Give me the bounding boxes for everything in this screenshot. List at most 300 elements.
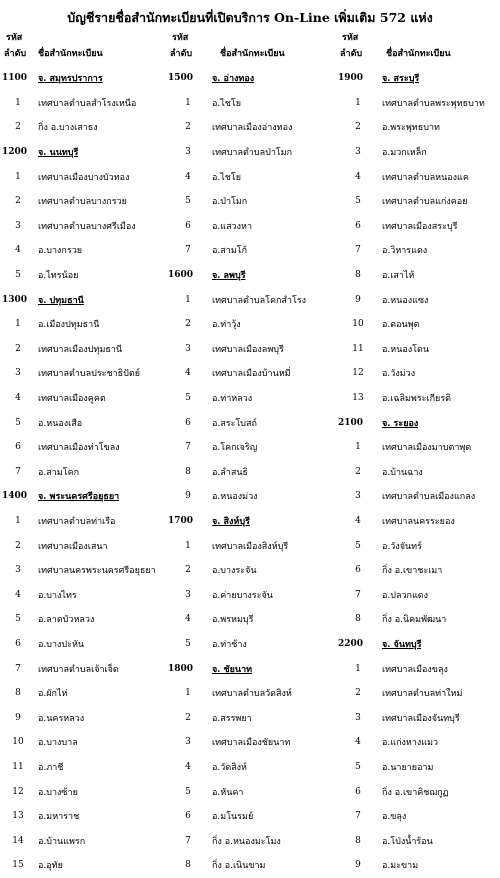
registry-row	[338, 582, 498, 607]
order-number: 2	[355, 122, 361, 133]
registry-row	[338, 164, 498, 189]
registry-name: อ.หนองโดน	[382, 344, 429, 355]
registry-name: อ.บางบาล	[38, 738, 78, 749]
registry-row	[338, 91, 498, 116]
province-name: จ. จันทบุรี	[382, 639, 422, 650]
province-code: 1700	[168, 515, 194, 526]
registry-name: อ.โป่งน้ำร้อน	[382, 836, 433, 847]
order-number: 12	[12, 786, 24, 797]
registry-name: อ.วัดสิงห์	[212, 762, 247, 773]
registry-row	[338, 779, 498, 804]
order-number: 1	[15, 319, 21, 330]
registry-name: เทศบาลตำบลสำโรงเหนือ	[38, 98, 137, 109]
order-number: 4	[185, 171, 191, 182]
registry-name: อ.ไทรน้อย	[38, 271, 79, 282]
province-name: จ. สระบุรี	[382, 74, 420, 85]
order-number: 7	[15, 663, 21, 674]
province-code: 1600	[168, 270, 194, 281]
order-number: 1	[15, 171, 21, 182]
registry-name: อ.ผักไห่	[38, 689, 68, 700]
registry-row	[2, 410, 162, 435]
registry-name: เทศบาลเมืองจันทบุรี	[382, 713, 460, 724]
registry-name: กิ่ง อ.หนองมะโมง	[212, 836, 281, 847]
province-row	[168, 263, 336, 288]
registry-row	[2, 164, 162, 189]
order-number: 2	[15, 343, 21, 354]
registry-row	[2, 214, 162, 239]
registry-row	[168, 361, 336, 386]
registry-row	[338, 361, 498, 386]
registry-name: กิ่ง อ.เขาชะเมา	[382, 566, 443, 577]
registry-name: อ.หนองแซง	[382, 295, 429, 306]
registry-name: เทศบาลตำบลบางศรีเมือง	[38, 221, 136, 232]
registry-name: เทศบาลตำบลโคกสำโรง	[212, 295, 307, 306]
registry-name: เทศบาลตำบลบางกรวย	[38, 197, 127, 208]
registry-row	[2, 361, 162, 386]
registry-row	[168, 189, 336, 214]
registry-row	[2, 582, 162, 607]
province-row	[338, 410, 498, 435]
registry-row	[168, 484, 336, 509]
registry-name: อ.บางกรวย	[38, 246, 83, 257]
province-row	[2, 66, 162, 91]
order-number: 9	[355, 860, 361, 871]
order-number: 5	[185, 196, 191, 207]
registry-row	[2, 681, 162, 706]
registry-name: เทศบาลเมืองเสนา	[38, 541, 108, 552]
order-number: 6	[185, 220, 191, 231]
registry-name: เทศบาลเมืองปทุมธานี	[38, 344, 123, 355]
registry-row	[338, 533, 498, 558]
name-label: ชื่อสำนักทะเบียน	[386, 49, 451, 59]
registry-row	[2, 91, 162, 116]
registry-name: เทศบาลตำบลแก่งคอย	[382, 197, 468, 208]
province-code: 1900	[338, 73, 364, 84]
registry-row	[168, 410, 336, 435]
registry-row	[338, 681, 498, 706]
order-number: 3	[185, 589, 191, 600]
order-label: ลำดับ	[170, 49, 193, 59]
registry-name: อ.วังจันทร์	[382, 541, 422, 552]
order-number: 2	[15, 122, 21, 133]
order-number: 6	[355, 220, 361, 231]
registry-row	[338, 558, 498, 583]
order-number: 7	[355, 245, 361, 256]
order-number: 1	[185, 97, 191, 108]
registry-row	[168, 632, 336, 657]
order-number: 4	[185, 761, 191, 772]
registry-row	[2, 435, 162, 460]
registry-name: เทศบาลเมืองคูคต	[38, 394, 106, 405]
registry-row	[338, 214, 498, 239]
order-number: 5	[355, 761, 361, 772]
registry-row	[338, 705, 498, 730]
order-number: 8	[185, 860, 191, 871]
order-number: 13	[352, 393, 364, 404]
province-code: 1100	[2, 73, 28, 84]
registry-row	[2, 533, 162, 558]
order-number: 3	[15, 565, 21, 576]
registry-name: เทศบาลตำบลวัดสิงห์	[212, 689, 292, 700]
registry-row	[168, 164, 336, 189]
registry-name: อ.บางปะหัน	[38, 639, 85, 650]
order-number: 13	[12, 811, 24, 822]
province-code: 1500	[168, 73, 194, 84]
registry-row	[168, 337, 336, 362]
registry-name: อ.ไชโย	[212, 98, 242, 109]
registry-name: อ.อุทัย	[38, 861, 63, 872]
registry-row	[2, 705, 162, 730]
order-number: 4	[15, 393, 21, 404]
registry-row	[2, 607, 162, 632]
registry-name: อ.โคกเจริญ	[212, 443, 258, 454]
registry-row	[168, 558, 336, 583]
registry-name: อ.มะขาม	[382, 861, 419, 872]
order-number: 1	[185, 540, 191, 551]
order-number: 8	[355, 614, 361, 625]
registry-row	[2, 828, 162, 853]
registry-row	[338, 853, 498, 878]
order-number: 1	[355, 97, 361, 108]
registry-name: อ.วังม่วง	[382, 369, 416, 380]
code-label: รหัส	[6, 33, 23, 43]
registry-row	[338, 509, 498, 534]
province-row	[338, 66, 498, 91]
registry-row	[2, 460, 162, 485]
province-row	[2, 140, 162, 165]
province-row	[168, 66, 336, 91]
order-number: 6	[355, 565, 361, 576]
order-number: 1	[185, 688, 191, 699]
order-number: 6	[355, 786, 361, 797]
order-number: 2	[355, 466, 361, 477]
order-number: 10	[12, 737, 24, 748]
registry-name: อ.สามโก้	[212, 246, 248, 257]
registry-row	[168, 115, 336, 140]
order-number: 8	[15, 688, 21, 699]
registry-name: เทศบาลตำบลป่าโมก	[212, 148, 293, 159]
registry-row	[338, 435, 498, 460]
province-name: จ. ชัยนาท	[212, 664, 253, 675]
registry-row	[338, 312, 498, 337]
registry-row	[2, 730, 162, 755]
order-number: 5	[355, 540, 361, 551]
province-row	[2, 287, 162, 312]
order-number: 6	[15, 442, 21, 453]
order-number: 3	[15, 368, 21, 379]
registry-name: อ.ไชโย	[212, 172, 242, 183]
order-number: 3	[355, 491, 361, 502]
order-label: ลำดับ	[340, 49, 363, 59]
registry-name: อ.ท่าช้าง	[212, 639, 247, 650]
order-number: 10	[352, 319, 364, 330]
order-number: 2	[185, 565, 191, 576]
registry-row	[338, 238, 498, 263]
registry-row	[168, 435, 336, 460]
registry-row	[168, 828, 336, 853]
order-number: 5	[15, 614, 21, 625]
registry-row	[338, 730, 498, 755]
registry-row	[338, 484, 498, 509]
order-number: 1	[15, 97, 21, 108]
order-number: 5	[15, 417, 21, 428]
registry-row	[2, 656, 162, 681]
registry-name: เทศบาลตำบลหนองแค	[382, 172, 469, 183]
order-number: 5	[185, 786, 191, 797]
order-number: 2	[185, 712, 191, 723]
registry-name: อ.บ้านแพรก	[38, 836, 86, 847]
province-code: 1300	[2, 294, 28, 305]
column-header	[168, 30, 336, 66]
province-code: 2100	[338, 417, 364, 428]
registry-name: อ.ขลุง	[382, 812, 407, 823]
column-header	[2, 30, 162, 66]
order-number: 4	[15, 245, 21, 256]
order-number: 3	[185, 737, 191, 748]
order-number: 4	[355, 737, 361, 748]
registry-row	[2, 779, 162, 804]
order-number: 2	[15, 540, 21, 551]
registry-row	[168, 238, 336, 263]
province-code: 1800	[168, 663, 194, 674]
registry-name: เทศบาลนครพระนครศรีอยุธยา	[38, 566, 156, 577]
registry-row	[2, 263, 162, 288]
order-number: 6	[185, 417, 191, 428]
registry-row	[168, 755, 336, 780]
registry-row	[338, 287, 498, 312]
order-number: 4	[185, 368, 191, 379]
registry-name: เทศบาลเมืองบางบัวทอง	[38, 172, 130, 183]
order-number: 2	[355, 688, 361, 699]
code-label: รหัส	[342, 33, 359, 43]
order-number: 4	[355, 515, 361, 526]
registry-name: เทศบาลตำบลท่าใหม่	[382, 689, 463, 700]
province-name: จ. ลพบุรี	[212, 271, 246, 282]
registry-row	[168, 460, 336, 485]
registry-row	[168, 312, 336, 337]
registry-row	[168, 853, 336, 878]
registry-name: เทศบาลเมืองสระบุรี	[382, 221, 458, 232]
province-name: จ. ปทุมธานี	[38, 295, 84, 306]
order-number: 8	[355, 835, 361, 846]
registry-row	[2, 755, 162, 780]
registry-row	[168, 681, 336, 706]
registry-name: อ.ดอนพุด	[382, 320, 420, 331]
province-name: จ. สิงห์บุรี	[212, 516, 250, 527]
registry-row	[2, 386, 162, 411]
registry-row	[2, 238, 162, 263]
order-number: 6	[15, 638, 21, 649]
province-code: 1400	[2, 491, 28, 502]
registry-row	[2, 312, 162, 337]
registry-name: อ.นครหลวง	[38, 713, 85, 724]
registry-row	[168, 140, 336, 165]
order-number: 7	[355, 811, 361, 822]
registry-name: อ.นายายอาม	[382, 762, 434, 773]
name-label: ชื่อสำนักทะเบียน	[220, 49, 285, 59]
registry-name: เทศบาลตำบลเจ้าเจ็ด	[38, 664, 119, 675]
order-number: 9	[355, 294, 361, 305]
registry-row	[168, 607, 336, 632]
column-3	[338, 30, 498, 878]
order-number: 1	[15, 515, 21, 526]
registry-name: อ.บ้านฉาง	[382, 467, 423, 478]
registry-row	[2, 189, 162, 214]
registry-name: อ.ป่าโมก	[212, 197, 248, 208]
order-number: 7	[185, 835, 191, 846]
order-number: 12	[352, 368, 364, 379]
registry-row	[2, 632, 162, 657]
registry-name: กิ่ง อ.บางเสาธง	[38, 123, 98, 134]
registry-row	[338, 828, 498, 853]
registry-name: เทศบาลเมืองขลุง	[382, 664, 448, 675]
order-number: 8	[185, 466, 191, 477]
registry-name: เทศบาลตำบลประชาธิปัตย์	[38, 369, 140, 380]
column-2	[168, 30, 336, 878]
order-number: 1	[355, 442, 361, 453]
order-number: 3	[15, 220, 21, 231]
registry-name: กิ่ง อ.เนินขาม	[212, 861, 266, 872]
province-row	[2, 484, 162, 509]
registry-name: อ.สามโคก	[38, 467, 80, 478]
order-number: 7	[15, 466, 21, 477]
registry-row	[168, 533, 336, 558]
registry-name: อ.ภาชี	[38, 762, 64, 773]
order-number: 9	[15, 712, 21, 723]
code-label: รหัส	[172, 33, 189, 43]
registry-name: อ.สรรพยา	[212, 713, 252, 724]
order-number: 7	[355, 589, 361, 600]
order-number: 5	[355, 196, 361, 207]
registry-name: เทศบาลตำบลท่าเรือ	[38, 516, 116, 527]
registry-name: เทศบาลตำบลเมืองแกลง	[382, 492, 476, 503]
registry-name: เทศบาลเมืองสิงห์บุรี	[212, 541, 289, 552]
province-name: จ. พระนครศรีอยุธยา	[38, 492, 120, 503]
registry-name: อ.มหาราช	[38, 812, 80, 823]
registry-row	[338, 386, 498, 411]
registry-name: อ.ค่ายบางระจัน	[212, 590, 273, 601]
registry-name: เทศบาลเมืองอ่างทอง	[212, 123, 293, 134]
column-1	[2, 30, 162, 878]
province-row	[338, 632, 498, 657]
registry-row	[338, 337, 498, 362]
registry-name: อ.แสวงหา	[212, 221, 252, 232]
order-number: 9	[185, 491, 191, 502]
order-number: 15	[12, 860, 24, 871]
registry-row	[338, 189, 498, 214]
registry-name: เทศบาลเมืองท่าโขลง	[38, 443, 120, 454]
registry-row	[338, 755, 498, 780]
registry-row	[338, 460, 498, 485]
order-number: 3	[355, 147, 361, 158]
registry-name: อ.ท่าวุ้ง	[212, 320, 241, 331]
province-name: จ. ระยอง	[382, 418, 419, 429]
order-number: 2	[185, 122, 191, 133]
registry-name: อ.ปลวกแดง	[382, 590, 429, 601]
registry-row	[2, 337, 162, 362]
registry-name: เทศบาลเมืองลพบุรี	[212, 344, 284, 355]
order-number: 5	[185, 393, 191, 404]
registry-row	[168, 386, 336, 411]
registry-name: อ.พรหมบุรี	[212, 615, 254, 626]
order-number: 3	[355, 712, 361, 723]
province-row	[168, 656, 336, 681]
registry-row	[168, 779, 336, 804]
order-number: 7	[185, 442, 191, 453]
registry-row	[338, 656, 498, 681]
province-name: จ. สมุทรปราการ	[38, 74, 103, 85]
registry-name: อ.บางไทร	[38, 590, 77, 601]
registry-name: อ.ลาดบัวหลวง	[38, 615, 95, 626]
order-number: 14	[12, 835, 24, 846]
registry-row	[168, 214, 336, 239]
registry-name: อ.วิหารแดง	[382, 246, 428, 257]
registry-name: อ.มวกเหล็ก	[382, 148, 427, 159]
document-title: บัญชีรายชื่อสำนักทะเบียนที่เปิดบริการ On-Line เพิ่มเติม 572 แห่ง	[67, 10, 433, 25]
registry-name: อ.หันคา	[212, 787, 244, 798]
order-number: 1	[355, 663, 361, 674]
order-number: 3	[185, 343, 191, 354]
order-number: 11	[352, 343, 364, 354]
registry-name: อ.หนองม่วง	[212, 492, 258, 503]
registry-name: อ.ท่าหลวง	[212, 394, 253, 405]
province-row	[168, 509, 336, 534]
registry-row	[338, 115, 498, 140]
order-number: 6	[185, 811, 191, 822]
order-number: 5	[185, 638, 191, 649]
registry-name: อ.มโนรมย์	[212, 812, 254, 823]
order-number: 11	[12, 761, 24, 772]
order-number: 8	[355, 270, 361, 281]
name-label: ชื่อสำนักทะเบียน	[38, 49, 103, 59]
registry-name: กิ่ง อ.นิคมพัฒนา	[382, 615, 447, 626]
order-number: 4	[355, 171, 361, 182]
registry-row	[338, 263, 498, 288]
registry-row	[168, 91, 336, 116]
registry-name: เทศบาลเมืองบ้านหมี่	[212, 369, 291, 380]
registry-name: อ.บางระจัน	[212, 566, 257, 577]
order-number: 7	[185, 245, 191, 256]
registry-name: เทศบาลตำบลพระพุทธบาท	[382, 98, 485, 109]
registry-name: เทศบาลเมืองมาบตาพุด	[382, 443, 472, 454]
registry-name: อ.แก่งหางแมว	[382, 738, 439, 749]
registry-name: เทศบาลเมืองชัยนาท	[212, 738, 291, 749]
order-number: 3	[185, 147, 191, 158]
registry-row	[168, 730, 336, 755]
province-code: 1200	[2, 147, 28, 158]
province-name: จ. อ่างทอง	[212, 74, 255, 85]
registry-name: อ.เมืองปทุมธานี	[38, 320, 100, 331]
column-header	[338, 30, 498, 66]
order-label: ลำดับ	[4, 49, 27, 59]
registry-row	[2, 509, 162, 534]
registry-row	[2, 558, 162, 583]
registry-name: อ.หนองเสือ	[38, 418, 83, 429]
registry-name: เทศบาลนครระยอง	[382, 516, 455, 527]
registry-name: อ.พระพุทธบาท	[382, 123, 440, 134]
order-number: 5	[15, 270, 21, 281]
registry-name: อ.เฉลิมพระเกียรติ	[382, 394, 451, 405]
registry-name: อ.บางซ้าย	[38, 787, 78, 798]
registry-name: อ.สระโบสถ์	[212, 418, 257, 429]
order-number: 1	[185, 294, 191, 305]
registry-name: กิ่ง อ.เขาคิชฌกูฏ	[382, 787, 449, 798]
registry-row	[338, 607, 498, 632]
registry-name: อ.เสาไห้	[382, 271, 415, 282]
province-code: 2200	[338, 638, 364, 649]
registry-row	[168, 582, 336, 607]
registry-row	[2, 115, 162, 140]
